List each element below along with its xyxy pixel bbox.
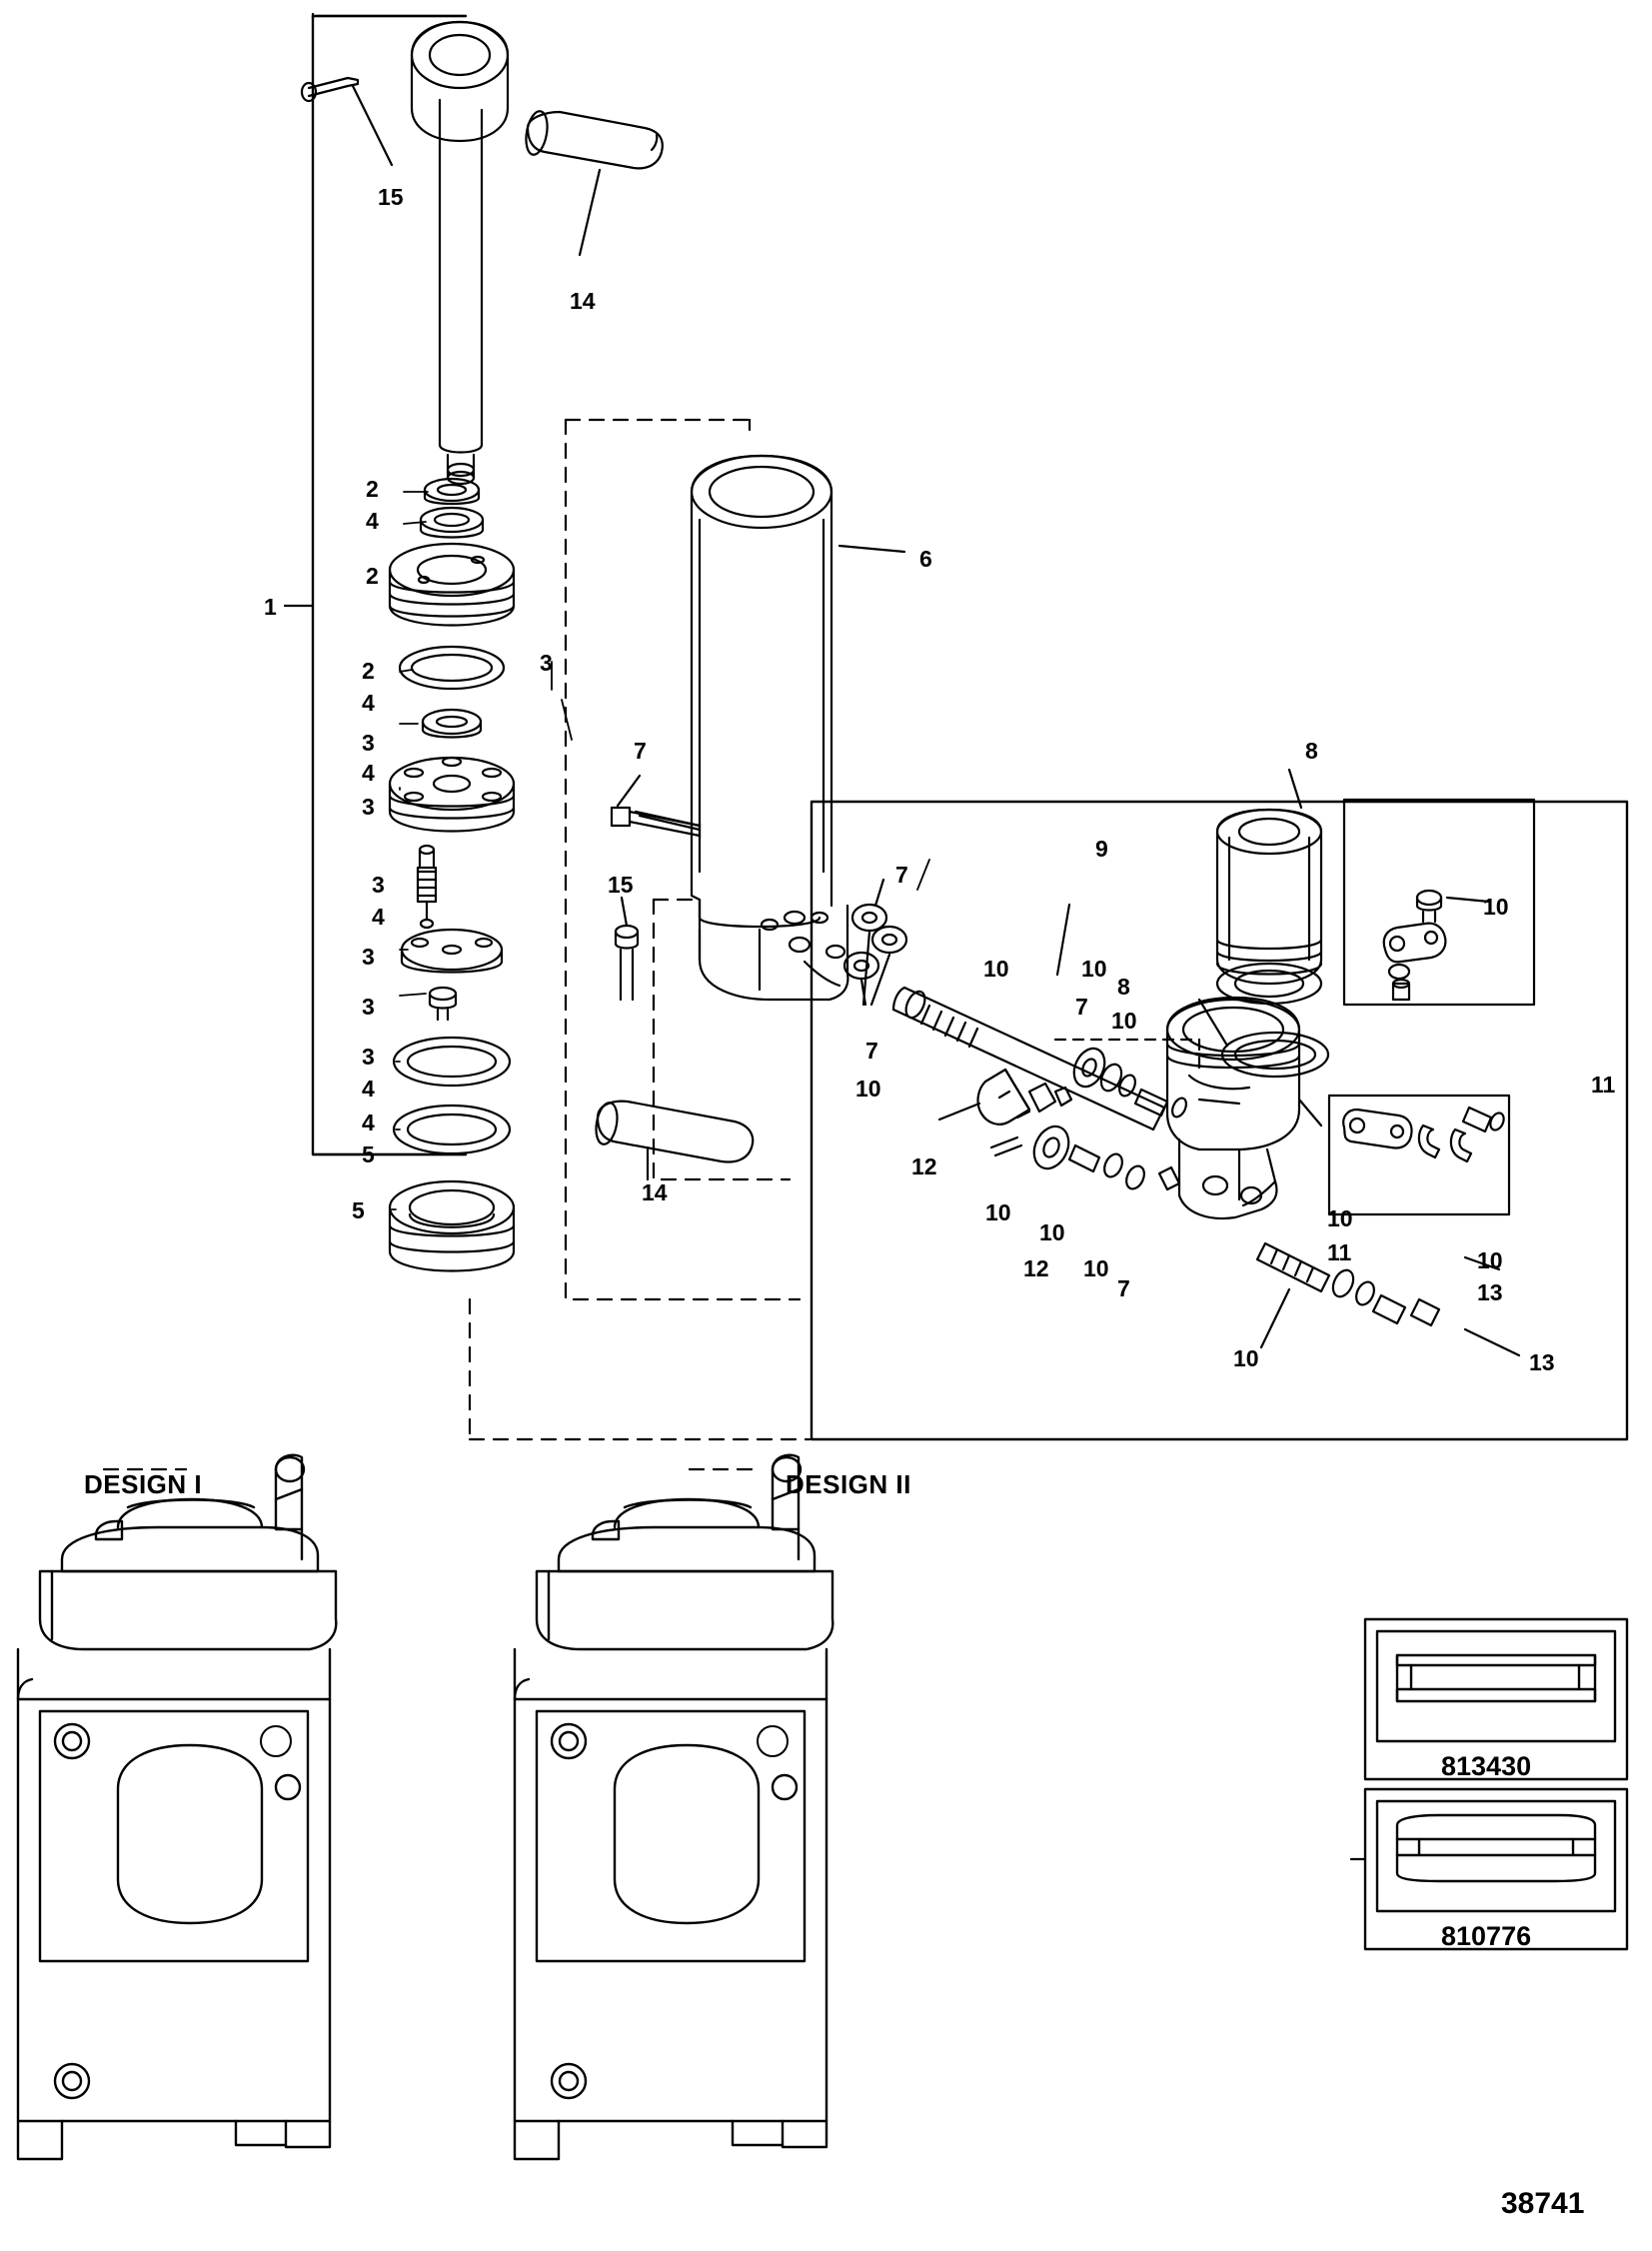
part-number-813430: 813430: [1441, 1751, 1532, 1781]
part-15-bolt-mid: [616, 926, 638, 1000]
callout-15-b: 15: [608, 872, 634, 898]
callout-leaders: [392, 492, 929, 1209]
callout-11-b: 11: [1327, 1239, 1352, 1265]
part-12-coupling: [978, 1070, 1071, 1125]
callout-7-d: 7: [1075, 994, 1088, 1020]
part-7-bolt-upper: [612, 808, 700, 838]
callout-5-b: 5: [352, 1197, 365, 1223]
callout-5-a: 5: [362, 1141, 375, 1167]
callout-4-a: 4: [366, 508, 379, 534]
callout-8-b: 8: [1117, 974, 1130, 1000]
part-number-810776: 810776: [1441, 1921, 1532, 1951]
callout-3-c: 3: [362, 794, 375, 820]
part-8-reservoir: [1217, 810, 1321, 1004]
part-7-washers-small: [844, 905, 906, 1005]
callout-9: 9: [1095, 836, 1108, 862]
callout-10-a: 10: [855, 1076, 881, 1102]
design-2-pump-drawing: [515, 1455, 832, 2159]
part-3-4-small-washer: [423, 710, 481, 738]
callout-10-j: 10: [1477, 1247, 1503, 1273]
callout-7-e: 7: [1117, 1275, 1130, 1301]
callout-15-a: 15: [378, 184, 404, 210]
callout-4-e: 4: [362, 1076, 375, 1102]
callout-3-a: 3: [540, 650, 553, 676]
callout-10-c: 10: [1081, 956, 1107, 982]
callout-4-c: 4: [362, 760, 375, 786]
part-6-cylinder: [692, 456, 847, 1000]
callout-7-b: 7: [895, 862, 908, 888]
callout-14-b: 14: [642, 1179, 668, 1205]
part-5-gland-nut: [390, 1181, 514, 1271]
callout-6: 6: [919, 546, 932, 572]
callout-10-i: 10: [1327, 1205, 1353, 1231]
callout-10-g: 10: [1039, 1219, 1065, 1245]
part-2-piston: [390, 544, 514, 626]
callout-4-d: 4: [372, 904, 385, 930]
callout-10-d: 10: [1111, 1008, 1137, 1034]
callout-8-a: 8: [1305, 738, 1318, 764]
part-14-pin-top: [523, 110, 662, 169]
callout-3-b: 3: [362, 730, 375, 756]
callout-10-k: 10: [1233, 1345, 1259, 1371]
part-15-screw-top: [302, 78, 358, 101]
part-number-key-boxes: [1365, 1619, 1627, 1949]
part-11-clip-box: [1329, 1096, 1509, 1214]
callout-10-e: 10: [1483, 894, 1509, 920]
callout-3-e: 3: [362, 944, 375, 970]
part-3-4-oring-large: [394, 1038, 510, 1086]
part-3-4-spring-stack: [418, 846, 436, 928]
callout-2-a: 2: [366, 476, 379, 502]
callout-2-c: 2: [362, 658, 375, 684]
callout-7-c: 7: [865, 1038, 878, 1064]
callout-10-h: 10: [1083, 1255, 1109, 1281]
part-3-small-bolt: [430, 988, 456, 1020]
part-3-valve-plate: [390, 758, 514, 832]
callout-3-g: 3: [362, 1044, 375, 1070]
callout-10-f: 10: [985, 1199, 1011, 1225]
part-2-4-washers: [421, 479, 483, 538]
part-4-5-oring: [394, 1106, 510, 1153]
part-1-ram-rod: [412, 22, 508, 484]
part-14-pin-mid: [594, 1102, 754, 1162]
design-1-pump-drawing: [18, 1455, 336, 2159]
callout-14-a: 14: [570, 288, 596, 314]
design-2-title: DESIGN II: [786, 1469, 911, 1499]
callout-11-a: 11: [1591, 1072, 1616, 1098]
callout-3-d: 3: [372, 872, 385, 898]
callout-1: 1: [264, 594, 277, 620]
part-9-manifold-body: [1167, 998, 1299, 1218]
callout-4-b: 4: [362, 690, 375, 716]
callout-3-f: 3: [362, 994, 375, 1020]
callout-7-a: 7: [634, 738, 647, 764]
design-1-title: DESIGN I: [84, 1469, 203, 1499]
part-2-4-oring: [400, 647, 504, 689]
figure-id-number: 38741: [1501, 2187, 1585, 2220]
callout-13-a: 13: [1477, 1279, 1503, 1305]
part-3-cover-plate: [402, 930, 502, 973]
callout-4-f: 4: [362, 1110, 375, 1135]
callout-10-b: 10: [983, 956, 1009, 982]
callout-12-a: 12: [911, 1153, 937, 1179]
callout-13-b: 13: [1529, 1349, 1555, 1375]
callout-12-b: 12: [1023, 1255, 1049, 1281]
callout-2-b: 2: [366, 563, 379, 589]
